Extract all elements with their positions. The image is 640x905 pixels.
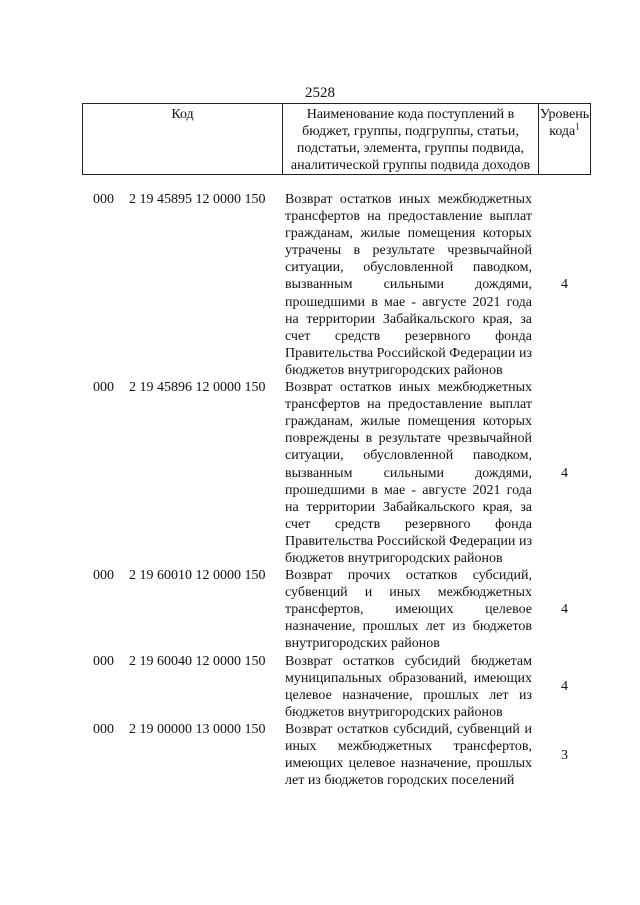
header-level [539,104,590,174]
row-name: Возврат прочих остатков субсидий, субвенций и иных межбюджетных трансфертов, имеющих целевое назначение, прошлых лет из бюджетов внутригородских районов [285,568,532,652]
row-code: 2 19 45896 12 0000 150 [129,380,266,396]
row-level: 4 [561,679,568,695]
row-level: 4 [561,277,568,293]
header-code: Код [83,104,283,174]
table-row [82,721,591,789]
page-number: 2528 [305,85,335,101]
row-name: Возврат остатков иных межбюджетных трансфертов на предоставление выплат гражданам, жилые помещения которых повреждены в результате чрезвычайной ситуации, обусловленной паводком, вызванным сильными дождями, прошедшими в мае - августе 2021 года на территории Забайкальского края, за счет средств резервного фонда Правительства Российской Федерации из бюджетов внутригородских районов [285,380,532,566]
table-body [82,191,591,789]
header-name: Наименование кода поступлений в бюджет, группы, подгруппы, статьи, подстатьи, элемента, группы подвида, аналитической группы подвида доходов [283,104,539,174]
table-row [82,653,591,721]
header-level-label: Уровень кода [539,107,590,139]
row-prefix: 000 [93,192,114,207]
table-row [82,191,591,379]
table-row [82,379,591,567]
row-code: 2 19 60010 12 0000 150 [129,568,266,584]
row-level: 4 [561,465,568,481]
row-name: Возврат остатков субсидий бюджетам муниципальных образований, имеющих целевое назначение, прошлых лет из бюджетов внутригородских районов [285,653,532,720]
row-prefix: 000 [93,380,114,396]
row-prefix: 000 [93,721,114,737]
row-code: 2 19 00000 13 0000 150 [129,721,266,737]
header-level-footnote: 1 [575,121,580,132]
row-prefix: 000 [93,653,114,669]
row-level: 4 [561,602,568,618]
row-prefix: 000 [93,568,114,584]
row-level: 3 [561,747,568,763]
row-name: Возврат остатков иных межбюджетных трансфертов на предоставление выплат гражданам, жилые помещения которых утрачены в результате чрезвычайной ситуации, обусловленной паводком, вызванным сильными дождями, прошедшими в мае - августе 2021 года на территории Забайкальского края, за счет средств резервного фонда Правительства Российской Федерации из бюджетов внутригородских районов [285,192,532,378]
row-code: 2 19 45895 12 0000 150 [129,192,266,207]
table-row [82,567,591,652]
row-name: Возврат остатков субсидий, субвенций и иных межбюджетных трансфертов, имеющих целевое назначение, прошлых лет из бюджетов городских поселений [285,721,532,789]
table-header [82,103,591,175]
row-code: 2 19 60040 12 0000 150 [129,653,266,669]
